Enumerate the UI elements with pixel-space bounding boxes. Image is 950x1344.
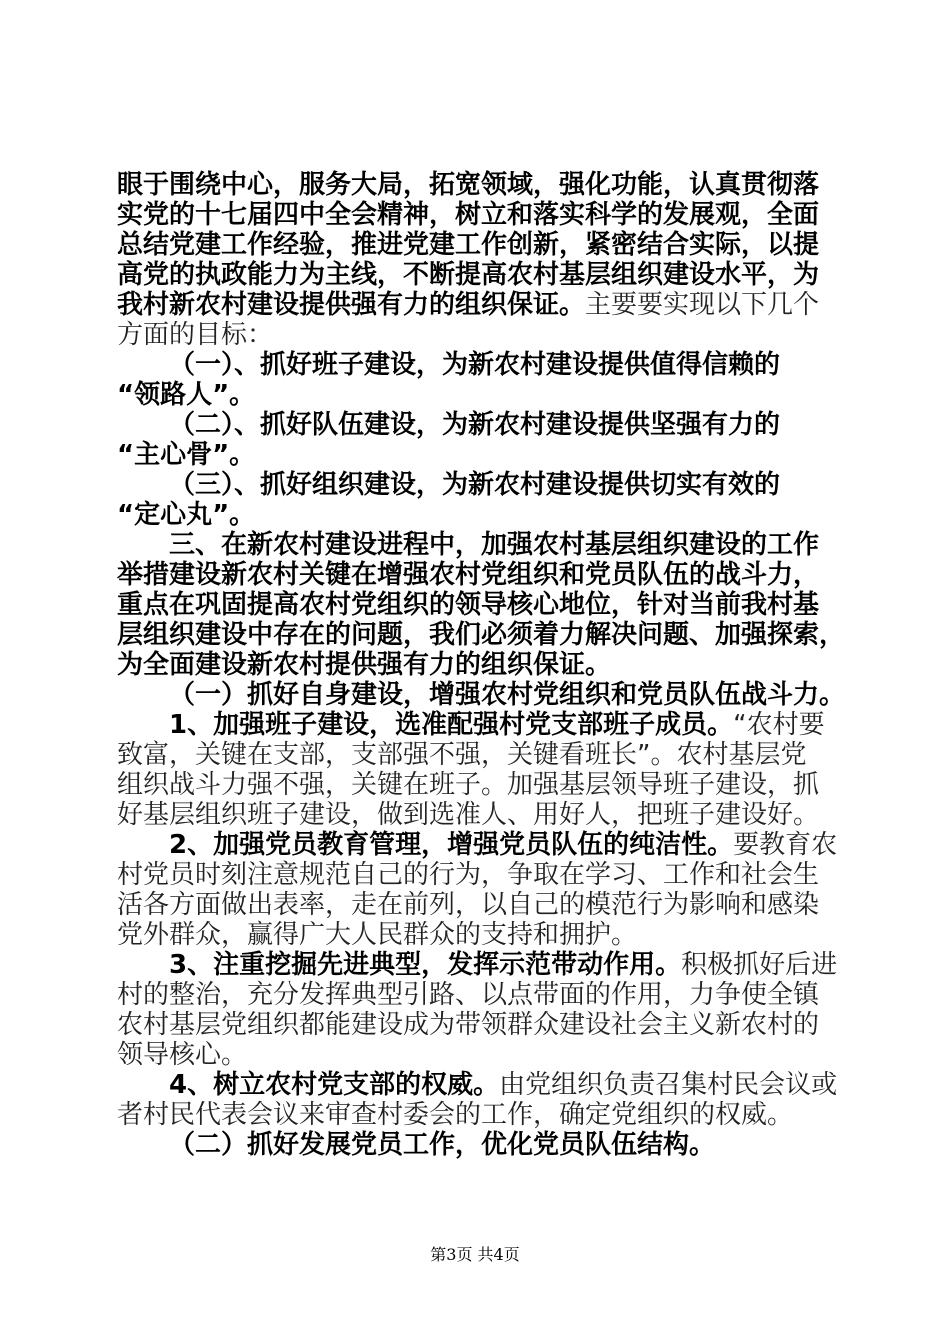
text-line: 者村民代表会议来审查村委会的工作，确定党组织的权威。 (117, 1100, 794, 1130)
text-line: “主心骨”。 (117, 440, 256, 470)
goal-heading: （二）、抓好队伍建设，为新农村建设提供坚强有力的 (169, 410, 781, 440)
item-title: 4、树立农村党支部的权威。 (169, 1070, 500, 1100)
text-line: 好基层组织班子建设，做到选准人、用好人，把班子建设好。 (117, 800, 820, 830)
text-line: 实党的十七届四中全会精神，树立和落实科学的发展观，全面 (117, 200, 820, 230)
text-line: 总结党建工作经验，推进党建工作创新，紧密结合实际，以提 (117, 230, 820, 260)
text-line: 农村基层党组织都能建设成为带领群众建设社会主义新农村的 (117, 1010, 820, 1040)
text-line: 致富，关键在支部，支部强不强，关键看班长”。农村基层党 (117, 740, 807, 770)
text-line: 层组织建设中存在的问题，我们必须着力解决问题、加强探索， (117, 620, 846, 650)
text-line (117, 830, 838, 860)
text-line: 组织战斗力强不强，关键在班子。加强基层领导班子建设，抓 (117, 770, 820, 800)
text-line: 党外群众，赢得广大人民群众的支持和拥护。 (117, 920, 638, 950)
text-line: 村党员时刻注意规范自己的行为，争取在学习、工作和社会生 (117, 860, 820, 890)
page-number: 第3页 共4页 (430, 1245, 520, 1264)
text-span: 主要要实现以下几个 (585, 290, 820, 320)
text-span: “农村要 (733, 710, 825, 740)
text-span: 我村新农村建设提供强有力的组织保证。 (117, 290, 586, 320)
text-line (117, 710, 835, 740)
text-line: 领导核心。 (117, 1040, 248, 1070)
goal-heading: （三）、抓好组织建设，为新农村建设提供切实有效的 (169, 470, 781, 500)
text-span: 由党组织负责召集村民会议或 (499, 1070, 838, 1100)
text-line: 村的整治，充分发挥典型引路、以点带面的作用，力争使全镇 (117, 980, 820, 1010)
item-title: 3、注重挖掘先进典型，发挥示范带动作用。 (169, 950, 682, 980)
item-title: 1、加强班子建设，选准配强村党支部班子成员。 (169, 710, 734, 740)
subsection-heading: （一）抓好自身建设，增强农村党组织和党员队伍战斗力。 (169, 680, 846, 710)
text-line: “定心丸”。 (117, 500, 256, 530)
text-line: 高党的执政能力为主线，不断提高农村基层组织建设水平，为 (117, 260, 820, 290)
text-span: 要教育农 (733, 830, 838, 860)
document-body (117, 170, 846, 1160)
text-line (117, 1070, 838, 1100)
text-line (117, 290, 835, 320)
text-line: 活各方面做出表率，走在前列，以自己的模范行为影响和感染 (117, 890, 820, 920)
text-line: 为全面建设新农村提供强有力的组织保证。 (117, 650, 612, 680)
item-title: 2、加强党员教育管理，增强党员队伍的纯洁性。 (169, 830, 734, 860)
text-line: 举措建设新农村关键在增强农村党组织和党员队伍的战斗力， (117, 560, 820, 590)
text-line: 重点在巩固提高农村党组织的领导核心地位，针对当前我村基 (117, 590, 820, 620)
text-line: 眼于围绕中心，服务大局，拓宽领域，强化功能，认真贯彻落 (117, 170, 820, 200)
subsection-heading: （二）抓好发展党员工作，优化党员队伍结构。 (169, 1130, 716, 1160)
text-line: “领路人”。 (117, 380, 256, 410)
text-line (117, 950, 838, 980)
text-line: 方面的目标： (117, 320, 274, 350)
text-span: 积极抓好后进 (681, 950, 838, 980)
section-heading: 三、在新农村建设进程中，加强农村基层组织建设的工作 (169, 530, 820, 560)
goal-heading: （一）、抓好班子建设，为新农村建设提供值得信赖的 (169, 350, 781, 380)
